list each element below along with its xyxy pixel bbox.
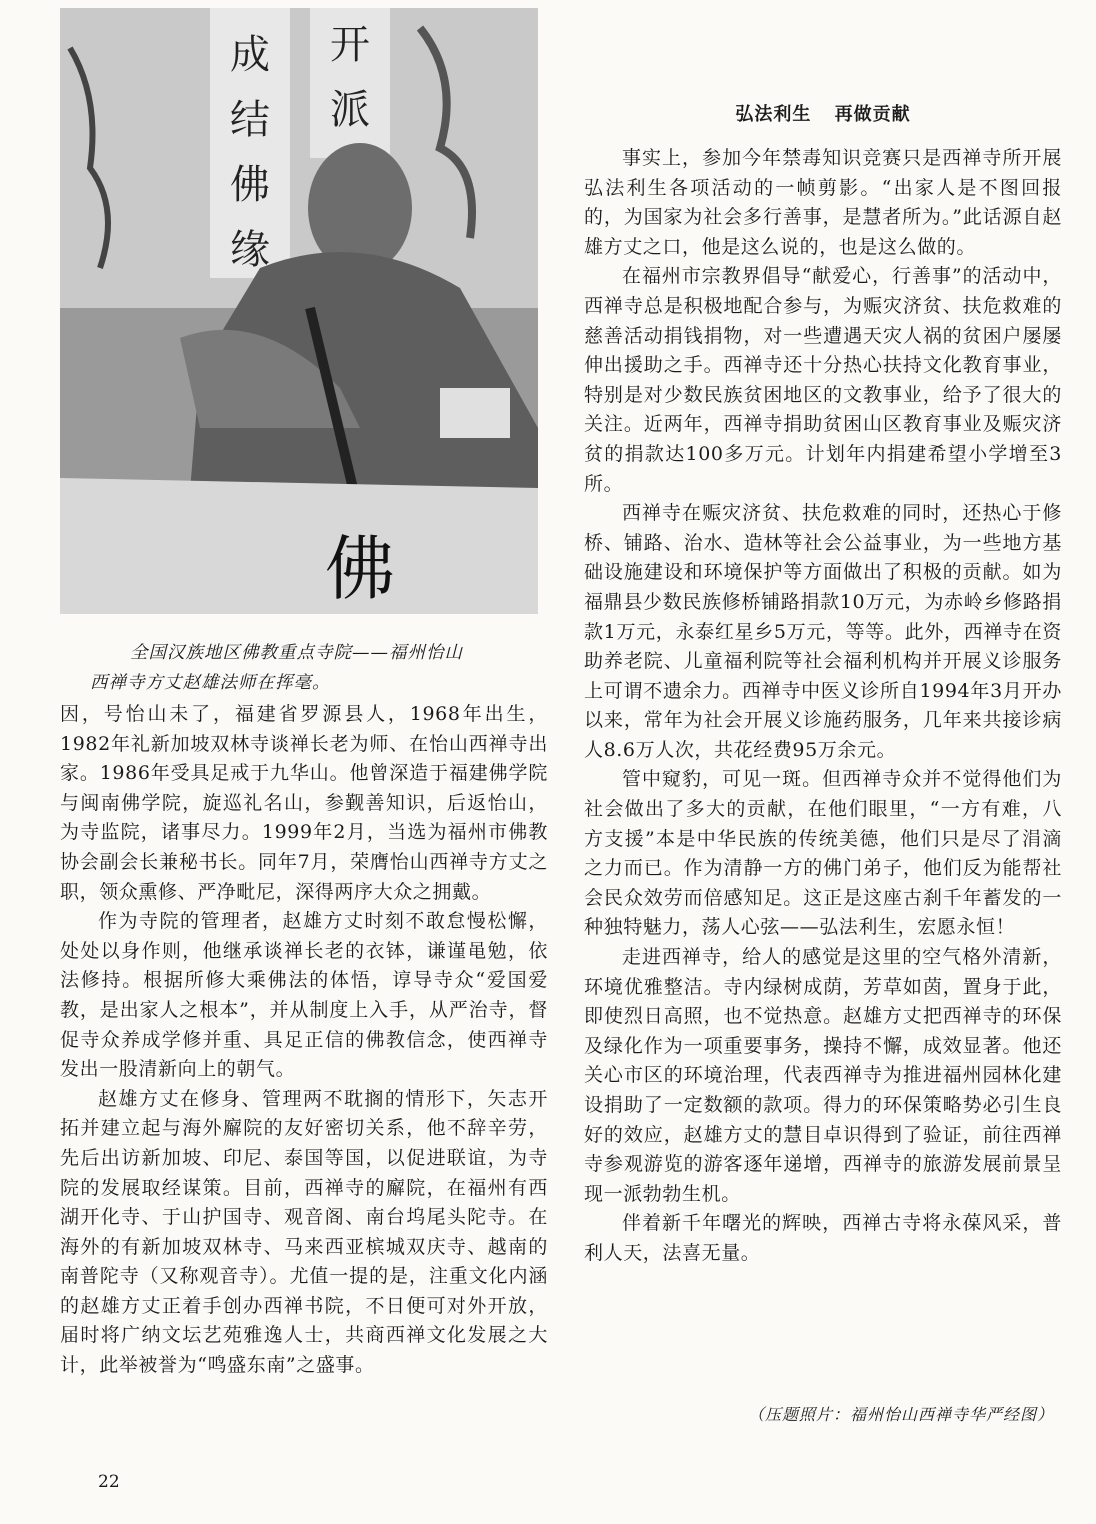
right-paragraph-6: 伴着新千年曙光的辉映，西禅古寺将永葆风采，普利人天，法喜无量。 [584, 1212, 1062, 1264]
scroll-glyph-1: 成 [230, 32, 270, 78]
left-paragraph-2: 作为寺院的管理者，赵雄方丈时刻不敢怠慢松懈，处处以身作则，他继承谈禅长老的衣钵，谦谨黾勉，依法修持。根据所修大乘佛法的体悟，谆导寺众“爱国爱教，是出家人之根本”，并从制度上入手，从严治寺，督促寺众养成学修并重、具足正信的佛教信念，使西禅寺发出一股清新向上的朝气。 [60, 910, 548, 1081]
paper [60, 478, 538, 614]
right-paragraph-2: 在福州市宗教界倡导“献爱心，行善事”的活动中，西禅寺总是积极地配合参与，为赈灾济贫、扶危救难的慈善活动捐钱捐物，对一些遭遇天灾人祸的贫困户屡屡伸出援助之手。西禅寺还十分热心扶持文化教育事业，特别是对少数民族贫困地区的文教事业，给予了很大的关注。近两年，西禅寺捐助贫困山区教育事业及赈灾济贫的捐款达100多万元。计划年内捐建希望小学增至3所。 [584, 265, 1062, 495]
scroll-glyph-5: 开 [330, 22, 370, 68]
left-paragraph-3: 赵雄方丈在修身、管理两不耽搁的情形下，矢志开拓并建立起与海外廨院的友好密切关系，他不辞辛劳，先后出访新加坡、印尼、泰国等国，以促进联谊，为寺院的发展取经谋策。目前，西禅寺的廨院，在福州有西湖开化寺、于山护国寺、观音阁、南台坞尾头陀寺。在海外的有新加坡双林寺、马来西亚槟城双庆寺、越南的南普陀寺（又称观音寺）。尤值一提的是，注重文化内涵的赵雄方丈正着手创办西禅书院，不日便可对外开放，届时将广纳文坛艺苑雅逸人士，共商西禅文化发展之大计，此举被誉为“鸣盛东南”之盛事。 [60, 1087, 548, 1377]
right-paragraph-4: 管中窥豹，可见一斑。但西禅寺众并不觉得他们为社会做出了多大的贡献，在他们眼里，“一方有难，八方支援”本是中华民族的传统美德，他们只是尽了涓滴之力而已。作为清静一方的佛门弟子，他们反为能帮社会民众效劳而倍感知足。这正是这座古刹千年蓄发的一种独特魅力，荡人心弦——弘法利生，宏愿永恒！ [584, 768, 1062, 939]
right-paragraph-1: 事实上，参加今年禁毒知识竞赛只是西禅寺所开展弘法利生各项活动的一帧剪影。“出家人是不图回报的，为国家为社会多行善事，是慧者所为。”此话源自赵雄方丈之口，他是这么说的，也是这么做的。 [584, 147, 1062, 258]
photo-illustration [60, 8, 538, 614]
tissue-box [440, 388, 510, 438]
photo-credit: （压题照片：福州怡山西禅寺华严经图） [747, 1405, 1054, 1424]
scroll-glyph-2: 结 [230, 97, 270, 143]
right-paragraph-3: 西禅寺在赈灾济贫、扶危救难的同时，还热心于修桥、铺路、治水、造林等社会公益事业，为一些地方基础设施建设和环境保护等方面做出了积极的贡献。如为福鼎县少数民族修桥铺路捐款10万元，为赤岭乡修路捐款1万元，永泰红星乡5万元，等等。此外，西禅寺在资助养老院、儿童福利院等社会福利机构并开展义诊服务上可谓不遗余力。西禅寺中医义诊所自1994年3月开办以来，常年为社会开展义诊施药服务，几年来共接诊病人8.6万人次，共花经费95万余元。 [584, 502, 1062, 761]
right-paragraph-5: 走进西禅寺，给人的感觉是这里的空气格外清新，环境优雅整洁。寺内绿树成荫，芳草如茵，置身于此，即使烈日高照，也不觉热意。赵雄方丈把西禅寺的环保及绿化作为一项重要事务，操持不懈，成效显著。他还关心市区的环境治理，代表西禅寺为推进福州园林化建设捐助了一定数额的款项。得力的环保策略势必引生良好的效应，赵雄方丈的慧目卓识得到了验证，前往西禅寺参观游览的游客逐年递增，西禅寺的旅游发展前景呈现一派勃勃生机。 [584, 946, 1062, 1205]
section-heading: 弘法利生 再做贡献 [735, 104, 911, 125]
page-number: 22 [98, 1472, 120, 1492]
left-paragraph-1: 因，号怡山未了，福建省罗源县人，1968年出生，1982年礼新加坡双林寺谈禅长老为师、在怡山西禅寺出家。1986年受具足戒于九华山。他曾深造于福建佛学院与闽南佛学院，旋巡礼名山，参觐善知识，后返怡山，为寺监院，诸事尽力。1999年2月，当选为福州市佛教协会副会长兼秘书长。同年7月，荣膺怡山西禅寺方丈之职，领众熏修、严净毗尼，深得两序大众之拥戴。 [60, 703, 548, 903]
paper-glyph: 佛 [325, 528, 395, 610]
caption-line-1: 全国汉族地区佛教重点寺院——福州怡山 [130, 643, 463, 663]
scroll-glyph-3: 佛 [230, 162, 270, 208]
photo-caption [90, 638, 530, 698]
caption-line-2: 西禅寺方丈赵雄法师在挥毫。 [90, 673, 331, 693]
scroll-glyph-4: 缘 [230, 227, 270, 273]
right-column [584, 144, 1062, 1269]
calligraphy-photo [60, 8, 538, 614]
scroll-glyph-6: 派 [330, 87, 370, 133]
left-column [60, 700, 548, 1381]
